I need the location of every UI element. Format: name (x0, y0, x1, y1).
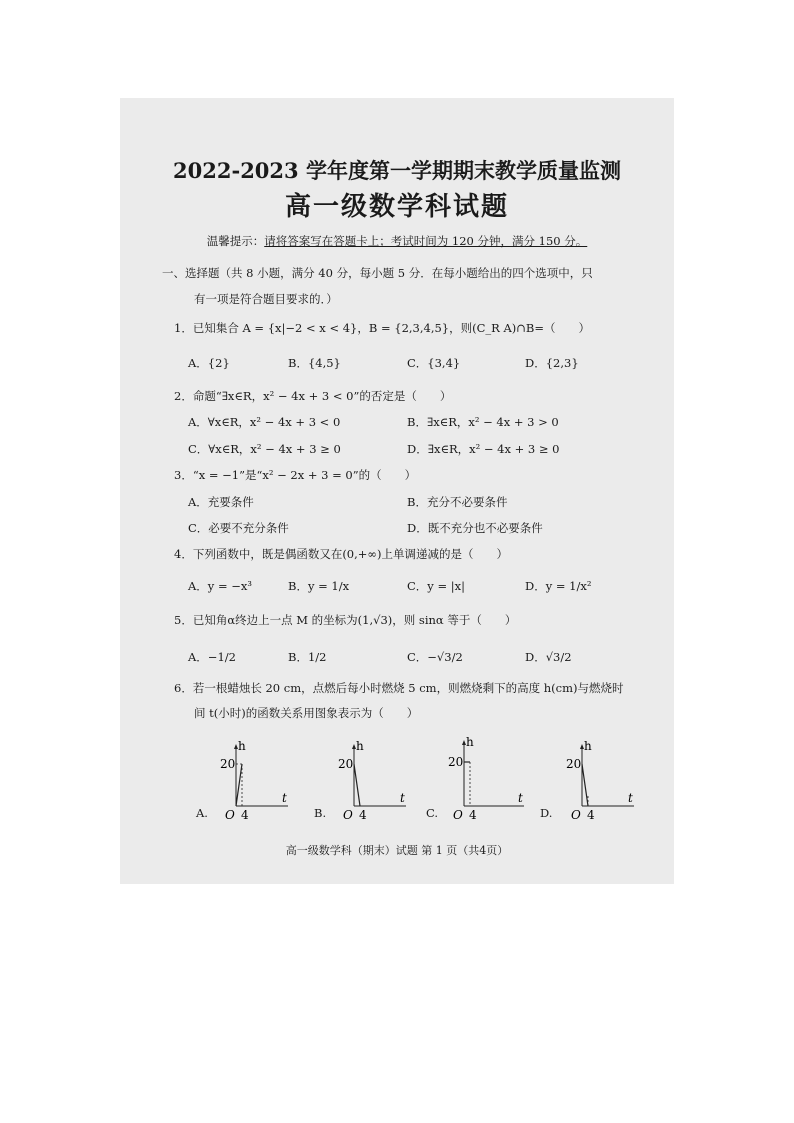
graph-a-20-label: 20 (220, 757, 236, 771)
question-1-option-a: A．{2} (188, 356, 230, 370)
graph-b-t-label: t (400, 791, 405, 805)
question-5-option-d: D．√3/2 (525, 650, 572, 664)
graph-c-h-label: h (466, 736, 474, 749)
question-6-stem-cont: 间 t(小时)的函数关系用图象表示为（ ） (194, 706, 419, 720)
question-1-option-b: B．{4,5} (288, 356, 341, 370)
graph-d-4-label: 4 (587, 808, 595, 822)
graph-c-4-label: 4 (469, 808, 477, 822)
question-5-option-c: C．−√3/2 (407, 650, 463, 664)
question-3-option-b: B．充分不必要条件 (407, 495, 508, 509)
question-2-option-a: A．∀x∈R，x² − 4x + 3 < 0 (188, 415, 341, 429)
question-1-option-c: C．{3,4} (407, 356, 461, 370)
question-4-option-d: D．y = 1/x² (525, 579, 592, 593)
question-6-stem: 6．若一根蜡烛长 20 cm，点燃后每小时燃烧 5 cm，则燃烧剩下的高度 h(cm)与燃烧时 (174, 681, 624, 695)
exam-tip (120, 233, 674, 249)
question-3-option-d: D．既不充分也不必要条件 (407, 521, 543, 535)
question-2-option-c: C．∀x∈R，x² − 4x + 3 ≥ 0 (188, 442, 341, 456)
graph-a-4-label: 4 (241, 808, 249, 822)
question-4-option-c: C．y = |x| (407, 579, 465, 593)
tip-prefix: 温馨提示： (206, 234, 265, 248)
question-5-option-a: A．−1/2 (188, 650, 236, 664)
graph-d-svg (538, 736, 638, 826)
question-4-stem: 4．下列函数中，既是偶函数又在(0,+∞)上单调递减的是（ ） (174, 547, 508, 561)
question-3-stem: 3．“x = −1”是“x² − 2x + 3 = 0”的（ ） (174, 468, 417, 482)
graph-a-line (236, 764, 242, 806)
graph-d-h-label: h (584, 739, 592, 753)
exam-page (120, 98, 674, 884)
graph-b-20-label: 20 (338, 757, 354, 771)
graph-a-h-label: h (238, 739, 246, 753)
graph-d-t-label: t (628, 791, 633, 805)
graph-c-svg (428, 736, 528, 826)
graph-c-t-label: t (518, 791, 523, 805)
question-3-option-c: C．必要不充分条件 (188, 521, 289, 535)
exam-title-line2: 高一级数学科试题 (284, 192, 509, 222)
graph-b-line (354, 764, 360, 806)
question-5-option-b: B．1/2 (288, 650, 327, 664)
section-heading-cont: 有一项是符合题目要求的．） (194, 292, 338, 306)
graph-c (428, 736, 528, 826)
graph-d-20-label: 20 (566, 757, 582, 771)
question-1-option-d: D．{2,3} (525, 356, 579, 370)
question-4-option-a: A．y = −x³ (188, 579, 252, 593)
graph-a-o-label: O (225, 808, 235, 822)
page-footer: 高一级数学科（期末）试题 第 1 页（共4页） (285, 844, 509, 857)
question-1-stem: 1．已知集合 A = {x|−2 < x < 4}，B = {2,3,4,5}，则(C_R A)∩B=（ ） (174, 321, 590, 335)
section-heading: 一、选择题（共 8 小题，满分 40 分，每小题 5 分．在每小题给出的四个选项中，只 (162, 266, 593, 280)
question-5-stem: 5．已知角α终边上一点 M 的坐标为(1,√3)，则 sinα 等于（ ） (174, 613, 517, 627)
graph-a-t-label: t (282, 791, 287, 805)
graph-c-20-label: 20 (448, 755, 464, 769)
graph-c-o-label: O (453, 808, 463, 822)
graph-b-o-label: O (343, 808, 353, 822)
question-6-option-a: A. (196, 806, 208, 820)
question-2-option-b: B．∃x∈R，x² − 4x + 3 > 0 (407, 415, 559, 429)
exam-title-line1: 2022-2023 学年度第一学期期末教学质量监测 (173, 158, 621, 183)
graph-d-line (582, 764, 588, 806)
question-2-option-d: D．∃x∈R，x² − 4x + 3 ≥ 0 (407, 442, 560, 456)
graph-d (538, 736, 638, 826)
tip-text: 请将答案写在答题卡上；考试时间为 120 分钟，满分 150 分。 (264, 234, 588, 248)
graph-b-h-label: h (356, 739, 364, 753)
question-3-option-a: A．充要条件 (188, 495, 254, 509)
question-2-stem: 2．命题“∃x∈R，x² − 4x + 3 < 0”的否定是（ ） (174, 389, 452, 403)
question-6-option-d: D. (540, 806, 553, 820)
graph-b-4-label: 4 (359, 808, 367, 822)
question-4-option-b: B．y = 1/x (288, 579, 350, 593)
question-6-option-b: B. (314, 806, 327, 820)
graph-d-o-label: O (571, 808, 581, 822)
question-6-option-c: C. (426, 806, 439, 820)
